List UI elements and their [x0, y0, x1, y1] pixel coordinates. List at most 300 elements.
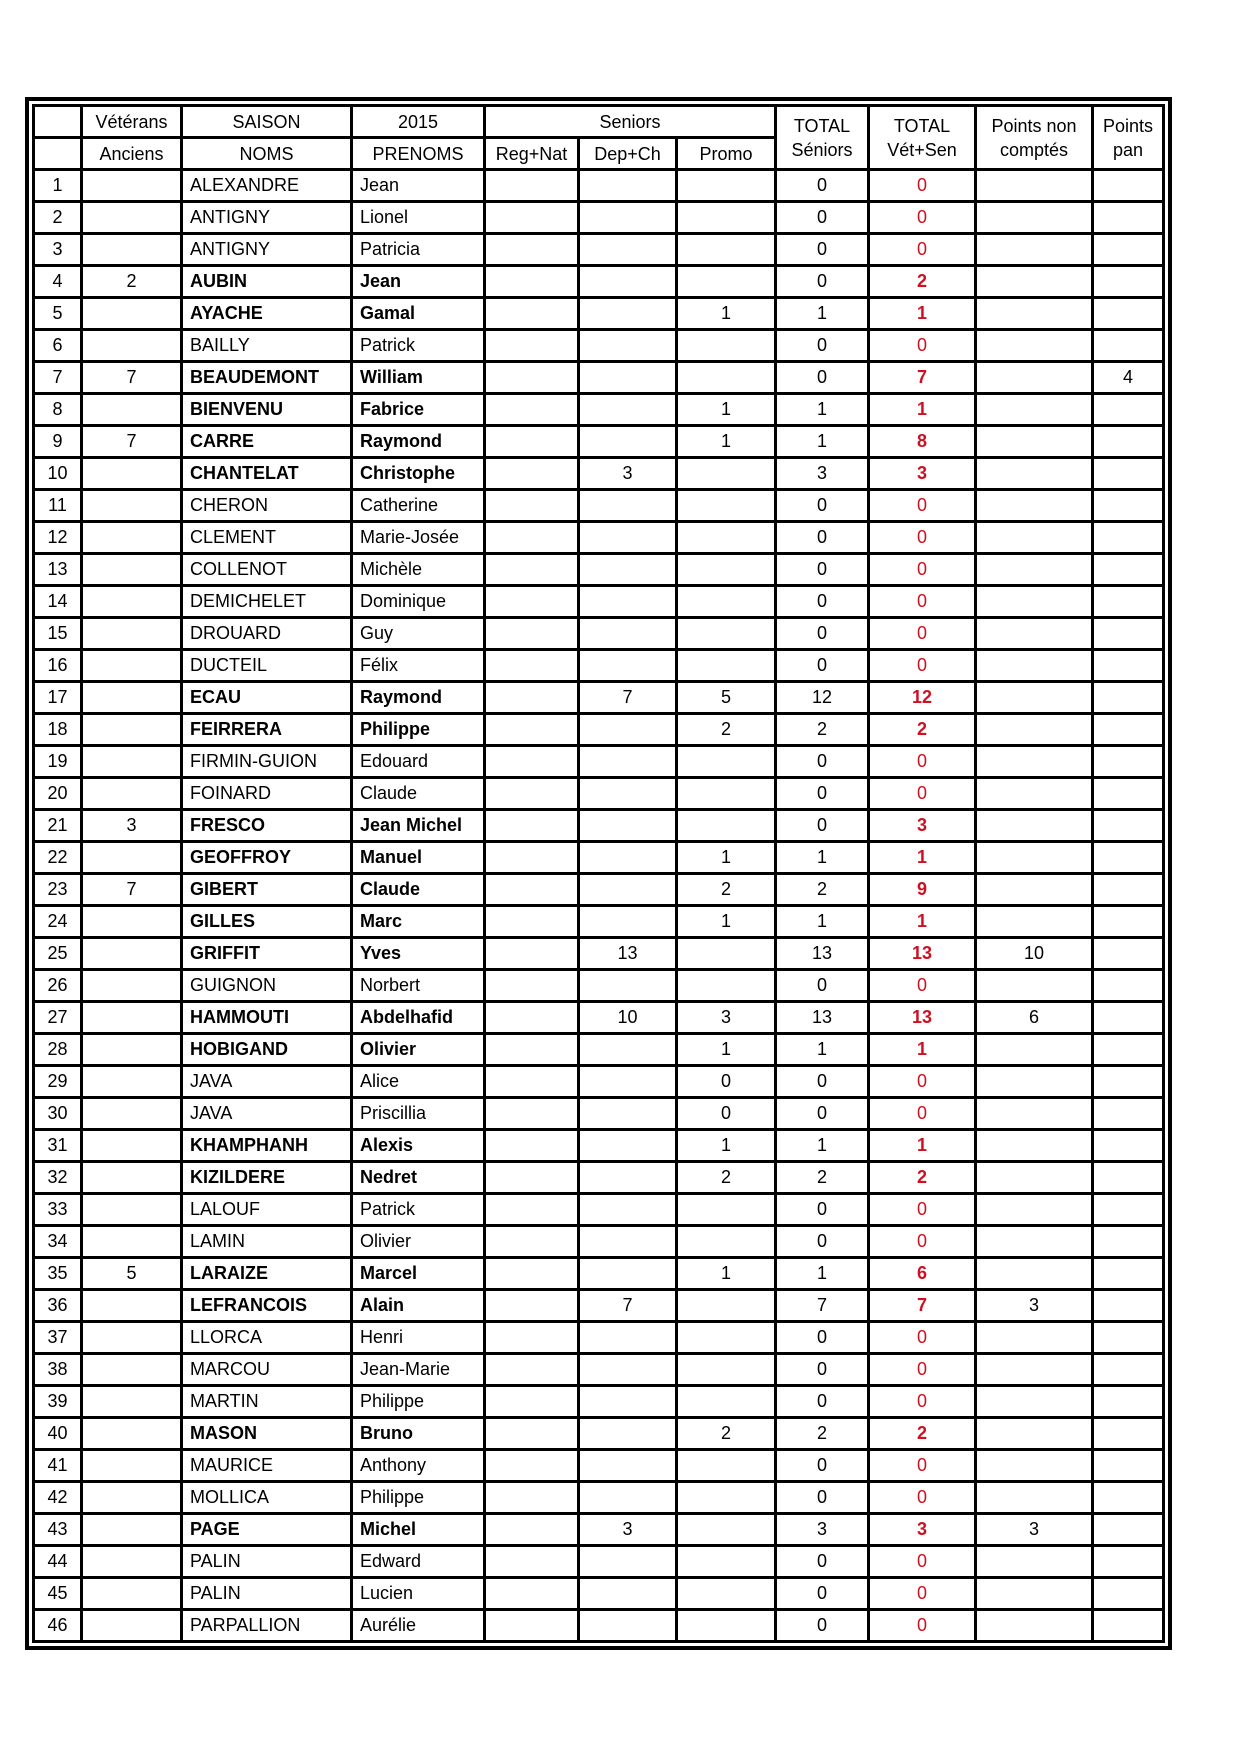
- cell-nom: BEAUDEMONT: [182, 362, 352, 394]
- cell-points-non-comptes: [976, 1130, 1093, 1162]
- cell-row-number: 33: [34, 1194, 82, 1226]
- cell-total-seniors: 0: [776, 330, 869, 362]
- table-row: [34, 1066, 1164, 1098]
- cell-total-vet-sen: 0: [869, 554, 976, 586]
- cell-reg-nat: [485, 490, 579, 522]
- cell-promo: [677, 1450, 776, 1482]
- cell-points-pan: [1093, 1162, 1164, 1194]
- cell-anciens: [82, 1066, 182, 1098]
- cell-points-non-comptes: [976, 1066, 1093, 1098]
- cell-promo: [677, 810, 776, 842]
- cell-row-number: 39: [34, 1386, 82, 1418]
- cell-prenom: Alain: [352, 1290, 485, 1322]
- cell-points-pan: 4: [1093, 362, 1164, 394]
- cell-dep-ch: [579, 170, 677, 202]
- cell-total-vet-sen: 0: [869, 170, 976, 202]
- table-row: [34, 1162, 1164, 1194]
- cell-dep-ch: [579, 522, 677, 554]
- cell-total-vet-sen: 0: [869, 1226, 976, 1258]
- cell-promo: [677, 266, 776, 298]
- cell-nom: LARAIZE: [182, 1258, 352, 1290]
- cell-anciens: [82, 490, 182, 522]
- header-reg-nat: Reg+Nat: [485, 138, 579, 170]
- cell-nom: PALIN: [182, 1578, 352, 1610]
- cell-total-seniors: 7: [776, 1290, 869, 1322]
- cell-nom: GILLES: [182, 906, 352, 938]
- table-row: [34, 202, 1164, 234]
- cell-total-vet-sen: 2: [869, 1162, 976, 1194]
- cell-promo: 0: [677, 1098, 776, 1130]
- cell-nom: ANTIGNY: [182, 234, 352, 266]
- cell-points-pan: [1093, 330, 1164, 362]
- cell-promo: [677, 1514, 776, 1546]
- cell-promo: [677, 202, 776, 234]
- cell-prenom: Claude: [352, 778, 485, 810]
- cell-dep-ch: [579, 618, 677, 650]
- cell-prenom: Jean Michel: [352, 810, 485, 842]
- cell-total-vet-sen: 0: [869, 1354, 976, 1386]
- cell-row-number: 7: [34, 362, 82, 394]
- cell-row-number: 25: [34, 938, 82, 970]
- header-total-vet-sen-line1: TOTAL: [893, 115, 951, 136]
- cell-nom: LLORCA: [182, 1322, 352, 1354]
- cell-prenom: Michel: [352, 1514, 485, 1546]
- table-row: [34, 170, 1164, 202]
- cell-promo: [677, 362, 776, 394]
- cell-points-non-comptes: [976, 874, 1093, 906]
- header-total-seniors-line2: Séniors: [791, 139, 853, 160]
- cell-dep-ch: [579, 970, 677, 1002]
- cell-total-vet-sen: 3: [869, 810, 976, 842]
- cell-prenom: Alice: [352, 1066, 485, 1098]
- cell-total-seniors: 0: [776, 746, 869, 778]
- cell-dep-ch: [579, 1194, 677, 1226]
- cell-points-pan: [1093, 394, 1164, 426]
- cell-row-number: 29: [34, 1066, 82, 1098]
- cell-row-number: 12: [34, 522, 82, 554]
- header-points-pan-line1: Points: [1102, 115, 1154, 136]
- cell-nom: HOBIGAND: [182, 1034, 352, 1066]
- header-total-seniors-line1: TOTAL: [793, 115, 851, 136]
- cell-reg-nat: [485, 1578, 579, 1610]
- cell-prenom: Marie-Josée: [352, 522, 485, 554]
- cell-row-number: 9: [34, 426, 82, 458]
- cell-prenom: Marcel: [352, 1258, 485, 1290]
- cell-promo: [677, 554, 776, 586]
- table-row: [34, 1578, 1164, 1610]
- cell-nom: JAVA: [182, 1066, 352, 1098]
- cell-reg-nat: [485, 1418, 579, 1450]
- cell-promo: 1: [677, 906, 776, 938]
- cell-total-vet-sen: 1: [869, 1130, 976, 1162]
- cell-prenom: Raymond: [352, 426, 485, 458]
- cell-total-vet-sen: 0: [869, 1322, 976, 1354]
- cell-anciens: [82, 618, 182, 650]
- cell-points-pan: [1093, 202, 1164, 234]
- cell-total-vet-sen: 2: [869, 266, 976, 298]
- table-row: [34, 554, 1164, 586]
- cell-dep-ch: [579, 906, 677, 938]
- cell-total-seniors: 0: [776, 1386, 869, 1418]
- cell-row-number: 28: [34, 1034, 82, 1066]
- cell-nom: DROUARD: [182, 618, 352, 650]
- cell-points-non-comptes: 6: [976, 1002, 1093, 1034]
- cell-points-non-comptes: [976, 1482, 1093, 1514]
- table-row: [34, 1226, 1164, 1258]
- cell-nom: FOINARD: [182, 778, 352, 810]
- cell-nom: GEOFFROY: [182, 842, 352, 874]
- cell-anciens: [82, 970, 182, 1002]
- cell-promo: 1: [677, 298, 776, 330]
- cell-points-non-comptes: [976, 1162, 1093, 1194]
- cell-anciens: 5: [82, 1258, 182, 1290]
- cell-points-pan: [1093, 1450, 1164, 1482]
- cell-prenom: Nedret: [352, 1162, 485, 1194]
- table-row: [34, 778, 1164, 810]
- cell-promo: [677, 170, 776, 202]
- cell-prenom: Philippe: [352, 1482, 485, 1514]
- cell-points-non-comptes: [976, 778, 1093, 810]
- cell-promo: [677, 778, 776, 810]
- cell-promo: 2: [677, 1162, 776, 1194]
- cell-prenom: Edouard: [352, 746, 485, 778]
- cell-anciens: [82, 650, 182, 682]
- cell-points-pan: [1093, 1002, 1164, 1034]
- cell-anciens: [82, 298, 182, 330]
- cell-points-non-comptes: [976, 170, 1093, 202]
- cell-total-seniors: 0: [776, 650, 869, 682]
- cell-promo: 1: [677, 394, 776, 426]
- cell-total-seniors: 0: [776, 362, 869, 394]
- cell-total-vet-sen: 3: [869, 458, 976, 490]
- cell-reg-nat: [485, 1450, 579, 1482]
- cell-promo: [677, 970, 776, 1002]
- cell-total-vet-sen: 0: [869, 586, 976, 618]
- cell-total-vet-sen: 2: [869, 714, 976, 746]
- table-row: [34, 1002, 1164, 1034]
- cell-total-seniors: 0: [776, 810, 869, 842]
- cell-prenom: Patrick: [352, 1194, 485, 1226]
- cell-points-non-comptes: [976, 746, 1093, 778]
- cell-row-number: 13: [34, 554, 82, 586]
- cell-nom: HAMMOUTI: [182, 1002, 352, 1034]
- cell-total-seniors: 0: [776, 1194, 869, 1226]
- cell-anciens: [82, 1322, 182, 1354]
- table-row: [34, 938, 1164, 970]
- cell-prenom: Raymond: [352, 682, 485, 714]
- cell-prenom: Christophe: [352, 458, 485, 490]
- table-row: [34, 298, 1164, 330]
- cell-points-non-comptes: 3: [976, 1514, 1093, 1546]
- cell-points-non-comptes: [976, 1546, 1093, 1578]
- cell-anciens: [82, 1610, 182, 1642]
- cell-total-vet-sen: 9: [869, 874, 976, 906]
- cell-anciens: [82, 1290, 182, 1322]
- cell-anciens: [82, 1034, 182, 1066]
- cell-row-number: 22: [34, 842, 82, 874]
- cell-total-seniors: 13: [776, 938, 869, 970]
- cell-total-seniors: 0: [776, 618, 869, 650]
- cell-row-number: 4: [34, 266, 82, 298]
- cell-nom: ECAU: [182, 682, 352, 714]
- cell-reg-nat: [485, 1354, 579, 1386]
- table-row: [34, 266, 1164, 298]
- cell-promo: [677, 1354, 776, 1386]
- cell-prenom: William: [352, 362, 485, 394]
- cell-dep-ch: [579, 1450, 677, 1482]
- table-row: [34, 1194, 1164, 1226]
- cell-total-seniors: 0: [776, 1450, 869, 1482]
- cell-total-seniors: 12: [776, 682, 869, 714]
- cell-promo: [677, 586, 776, 618]
- cell-promo: 5: [677, 682, 776, 714]
- cell-points-pan: [1093, 1482, 1164, 1514]
- cell-reg-nat: [485, 1290, 579, 1322]
- cell-row-number: 19: [34, 746, 82, 778]
- cell-points-non-comptes: [976, 234, 1093, 266]
- cell-prenom: Jean-Marie: [352, 1354, 485, 1386]
- cell-points-pan: [1093, 1546, 1164, 1578]
- cell-total-vet-sen: 0: [869, 1482, 976, 1514]
- cell-prenom: Anthony: [352, 1450, 485, 1482]
- cell-anciens: [82, 1386, 182, 1418]
- cell-reg-nat: [485, 234, 579, 266]
- results-table: [32, 104, 1165, 1643]
- cell-anciens: [82, 458, 182, 490]
- cell-dep-ch: [579, 202, 677, 234]
- cell-nom: MARCOU: [182, 1354, 352, 1386]
- cell-reg-nat: [485, 1130, 579, 1162]
- table-row: [34, 522, 1164, 554]
- cell-points-pan: [1093, 778, 1164, 810]
- cell-nom: FEIRRERA: [182, 714, 352, 746]
- header-veterans: Vétérans: [82, 106, 182, 138]
- cell-total-seniors: 0: [776, 170, 869, 202]
- cell-promo: [677, 1322, 776, 1354]
- cell-anciens: [82, 842, 182, 874]
- table-row: [34, 1322, 1164, 1354]
- cell-nom: MASON: [182, 1418, 352, 1450]
- cell-dep-ch: [579, 746, 677, 778]
- cell-dep-ch: [579, 874, 677, 906]
- cell-points-non-comptes: [976, 682, 1093, 714]
- cell-total-vet-sen: 13: [869, 1002, 976, 1034]
- cell-promo: [677, 938, 776, 970]
- cell-anciens: 3: [82, 810, 182, 842]
- cell-total-vet-sen: 1: [869, 842, 976, 874]
- cell-total-seniors: 3: [776, 458, 869, 490]
- cell-total-seniors: 0: [776, 266, 869, 298]
- cell-points-pan: [1093, 234, 1164, 266]
- cell-anciens: [82, 778, 182, 810]
- cell-reg-nat: [485, 650, 579, 682]
- cell-prenom: Manuel: [352, 842, 485, 874]
- cell-row-number: 30: [34, 1098, 82, 1130]
- cell-anciens: [82, 586, 182, 618]
- cell-promo: 0: [677, 1066, 776, 1098]
- cell-total-vet-sen: 1: [869, 1034, 976, 1066]
- cell-row-number: 24: [34, 906, 82, 938]
- cell-total-vet-sen: 0: [869, 1066, 976, 1098]
- cell-anciens: [82, 330, 182, 362]
- cell-prenom: Lionel: [352, 202, 485, 234]
- cell-nom: GIBERT: [182, 874, 352, 906]
- cell-nom: CLEMENT: [182, 522, 352, 554]
- results-table-frame: [25, 97, 1172, 1650]
- cell-points-pan: [1093, 1418, 1164, 1450]
- cell-row-number: 18: [34, 714, 82, 746]
- table-row: [34, 1098, 1164, 1130]
- cell-prenom: Olivier: [352, 1226, 485, 1258]
- table-row: [34, 1450, 1164, 1482]
- cell-total-seniors: 0: [776, 554, 869, 586]
- cell-total-seniors: 0: [776, 1322, 869, 1354]
- cell-row-number: 40: [34, 1418, 82, 1450]
- cell-points-non-comptes: 3: [976, 1290, 1093, 1322]
- cell-row-number: 35: [34, 1258, 82, 1290]
- cell-prenom: Guy: [352, 618, 485, 650]
- cell-dep-ch: [579, 1354, 677, 1386]
- table-row: [34, 970, 1164, 1002]
- cell-total-seniors: 1: [776, 1258, 869, 1290]
- cell-reg-nat: [485, 1482, 579, 1514]
- cell-nom: JAVA: [182, 1098, 352, 1130]
- cell-total-seniors: 0: [776, 1482, 869, 1514]
- cell-points-pan: [1093, 426, 1164, 458]
- cell-dep-ch: [579, 1546, 677, 1578]
- table-row: [34, 714, 1164, 746]
- cell-total-vet-sen: 0: [869, 1098, 976, 1130]
- cell-points-pan: [1093, 1066, 1164, 1098]
- cell-nom: ANTIGNY: [182, 202, 352, 234]
- cell-points-non-comptes: [976, 970, 1093, 1002]
- cell-row-number: 14: [34, 586, 82, 618]
- cell-prenom: Henri: [352, 1322, 485, 1354]
- cell-anciens: [82, 1514, 182, 1546]
- cell-total-vet-sen: 0: [869, 490, 976, 522]
- header-points-non-comptes-line1: Points non: [991, 115, 1077, 136]
- cell-dep-ch: [579, 778, 677, 810]
- cell-points-non-comptes: 10: [976, 938, 1093, 970]
- cell-row-number: 38: [34, 1354, 82, 1386]
- cell-dep-ch: [579, 266, 677, 298]
- cell-points-non-comptes: [976, 714, 1093, 746]
- cell-promo: 1: [677, 1034, 776, 1066]
- cell-row-number: 31: [34, 1130, 82, 1162]
- cell-row-number: 34: [34, 1226, 82, 1258]
- cell-reg-nat: [485, 618, 579, 650]
- cell-dep-ch: [579, 298, 677, 330]
- cell-prenom: Fabrice: [352, 394, 485, 426]
- cell-row-number: 32: [34, 1162, 82, 1194]
- cell-points-non-comptes: [976, 1418, 1093, 1450]
- cell-reg-nat: [485, 426, 579, 458]
- cell-nom: KIZILDERE: [182, 1162, 352, 1194]
- cell-dep-ch: [579, 586, 677, 618]
- cell-points-pan: [1093, 906, 1164, 938]
- cell-total-seniors: 0: [776, 1098, 869, 1130]
- cell-anciens: [82, 202, 182, 234]
- cell-nom: AUBIN: [182, 266, 352, 298]
- cell-reg-nat: [485, 1034, 579, 1066]
- cell-reg-nat: [485, 1002, 579, 1034]
- cell-nom: MAURICE: [182, 1450, 352, 1482]
- cell-promo: 2: [677, 874, 776, 906]
- cell-prenom: Dominique: [352, 586, 485, 618]
- table-body: [34, 170, 1164, 1642]
- cell-reg-nat: [485, 1386, 579, 1418]
- cell-total-vet-sen: 0: [869, 1578, 976, 1610]
- table-row: [34, 810, 1164, 842]
- cell-reg-nat: [485, 938, 579, 970]
- cell-points-pan: [1093, 1514, 1164, 1546]
- table-row: [34, 650, 1164, 682]
- cell-promo: [677, 1386, 776, 1418]
- cell-anciens: [82, 170, 182, 202]
- table-row: [34, 490, 1164, 522]
- header-seniors-group: Seniors: [485, 106, 776, 138]
- cell-prenom: Catherine: [352, 490, 485, 522]
- cell-total-vet-sen: 0: [869, 1546, 976, 1578]
- cell-promo: 1: [677, 1258, 776, 1290]
- cell-total-vet-sen: 0: [869, 650, 976, 682]
- header-noms: NOMS: [182, 138, 352, 170]
- cell-promo: [677, 1226, 776, 1258]
- cell-reg-nat: [485, 682, 579, 714]
- cell-total-seniors: 2: [776, 1418, 869, 1450]
- cell-reg-nat: [485, 778, 579, 810]
- cell-prenom: Yves: [352, 938, 485, 970]
- cell-anciens: [82, 1194, 182, 1226]
- cell-points-pan: [1093, 650, 1164, 682]
- cell-dep-ch: 13: [579, 938, 677, 970]
- cell-points-non-comptes: [976, 810, 1093, 842]
- cell-nom: AYACHE: [182, 298, 352, 330]
- cell-points-non-comptes: [976, 650, 1093, 682]
- cell-points-pan: [1093, 810, 1164, 842]
- cell-row-number: 16: [34, 650, 82, 682]
- cell-points-non-comptes: [976, 1258, 1093, 1290]
- cell-total-vet-sen: 2: [869, 1418, 976, 1450]
- cell-promo: [677, 1578, 776, 1610]
- cell-points-pan: [1093, 1194, 1164, 1226]
- cell-nom: FIRMIN-GUION: [182, 746, 352, 778]
- header-points-pan: [1093, 106, 1164, 170]
- cell-prenom: Norbert: [352, 970, 485, 1002]
- cell-dep-ch: 3: [579, 1514, 677, 1546]
- cell-promo: 2: [677, 1418, 776, 1450]
- table-row: [34, 682, 1164, 714]
- cell-total-seniors: 1: [776, 842, 869, 874]
- cell-points-pan: [1093, 1034, 1164, 1066]
- cell-reg-nat: [485, 1066, 579, 1098]
- header-points-non-comptes-line2: comptés: [999, 139, 1069, 160]
- cell-row-number: 23: [34, 874, 82, 906]
- cell-row-number: 17: [34, 682, 82, 714]
- cell-total-seniors: 13: [776, 1002, 869, 1034]
- table-row: [34, 362, 1164, 394]
- cell-anciens: [82, 234, 182, 266]
- cell-anciens: [82, 1002, 182, 1034]
- cell-nom: LEFRANCOIS: [182, 1290, 352, 1322]
- cell-points-pan: [1093, 970, 1164, 1002]
- cell-points-pan: [1093, 1322, 1164, 1354]
- cell-dep-ch: [579, 426, 677, 458]
- cell-anciens: [82, 1546, 182, 1578]
- cell-dep-ch: [579, 1578, 677, 1610]
- cell-prenom: Michèle: [352, 554, 485, 586]
- cell-nom: COLLENOT: [182, 554, 352, 586]
